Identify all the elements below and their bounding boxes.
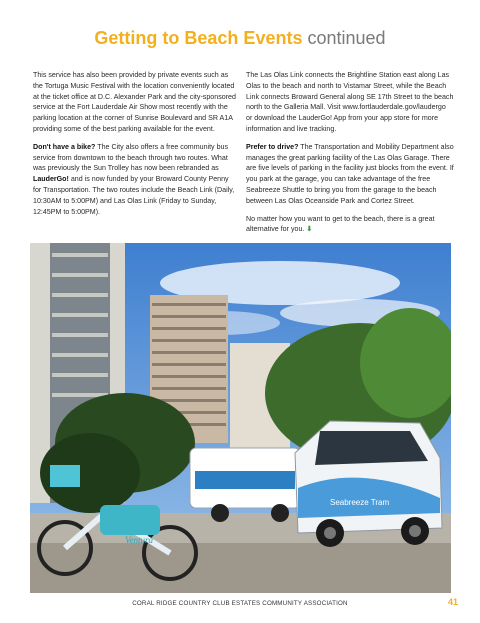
title-continued: continued xyxy=(307,28,386,48)
title-main: Getting to Beach Events xyxy=(94,28,303,48)
footer-association: CORAL RIDGE COUNTRY CLUB ESTATES COMMUNITY ASSOCIATION xyxy=(132,600,348,607)
shuttle-label: Seabreeze Tram xyxy=(330,498,390,507)
paragraph xyxy=(246,142,454,207)
paragraph-text: The City also offers a free community bus service from downtown to the beach through two routes. What was previously the Sun Trolley has now been rebranded as xyxy=(33,142,229,173)
right-column xyxy=(246,70,454,242)
paragraph xyxy=(246,214,454,236)
paragraph-text: The Transportation and Mobility Department also manages the great parking facility of the Las Olas Garage. There are five levels of parking in the facility just blocks from the event. If you park at the garage, you can take advantage of the free Seabreeze Shuttle to bring you from the garage to the beach between Las Olas Oceanside Park and Cortez Street. xyxy=(246,142,454,205)
lead-phrase: Don't have a bike? xyxy=(33,142,96,151)
page-number: 41 xyxy=(448,597,459,607)
brand-name: LauderGo! xyxy=(33,175,69,184)
beach-shuttle-photo xyxy=(30,243,451,593)
lead-phrase: Prefer to drive? xyxy=(246,142,299,151)
paragraph xyxy=(33,142,237,218)
paragraph-text: No matter how you want to get to the beach, there is a great alternative for you. xyxy=(246,214,435,234)
paragraph: The Las Olas Link connects the Brightline Station east along Las Olas to the beach and north to Vistamar Street, while the Beach Link connects Broward General along SE 17th Street to the beach north to the Galleria Mall. Visit www.fortlauderdale.gov/laudergo or download the LauderGo! App from your app store for more information and live tracking. xyxy=(246,71,454,133)
page-title xyxy=(0,27,480,49)
paragraph: This service has also been provided by private events such as the Tortuga Music Festival with the location conveniently located at the ticket office at D.C. Alexander Park and the city-sponsored service at the Fort Lauderdale Air Show most recently with the parking location at the corner of Sunrise Boulevard and SR A1A providing some of the best parking available for the event. xyxy=(33,71,236,133)
down-arrow-icon: ⬇ xyxy=(306,225,313,234)
left-column xyxy=(33,70,237,224)
paragraph-text: and is now funded by your Broward County Penny for Transportation. The two routes include the Beach Link (Daily, 10:30AM to 5:00PM) and Las Olas Link (Friday to Sunday, 12:45PM to 5:00PM). xyxy=(33,175,235,216)
svg-text:Ventura: Ventura xyxy=(125,535,153,545)
